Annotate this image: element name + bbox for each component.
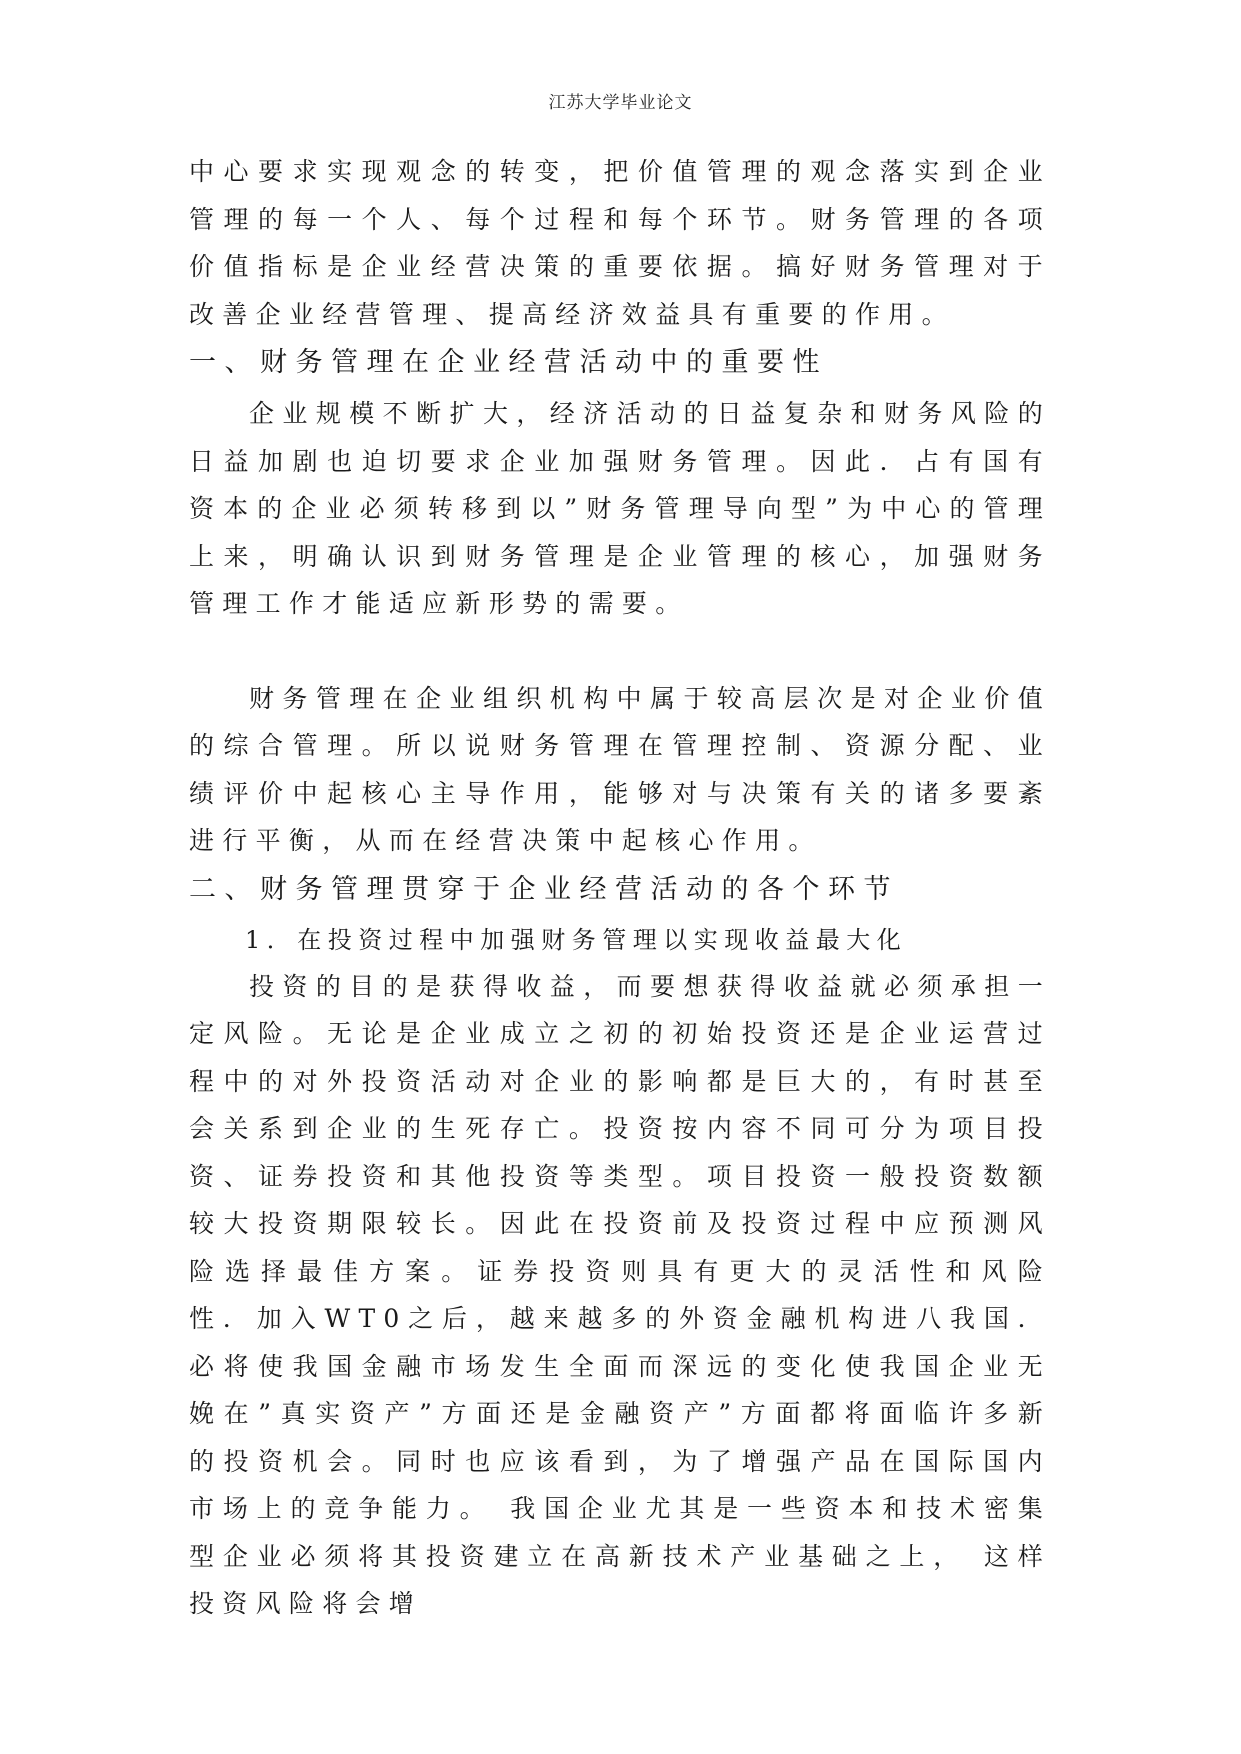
paragraph-3: 财务管理在企业组织机构中属于较高层次是对企业价值的综合管理。所以说财务管理在管理控制、资源分配、业绩评价中起核心主导作用，能够对与决策有关的诸多要紊进行平衡，从而在经营决策中起核心作用。 bbox=[189, 683, 1051, 855]
section-heading-2: 二、财务管理贯穿于企业经营活动的各个环节 bbox=[189, 873, 899, 905]
paragraph-1: 中心要求实现观念的转变，把价值管理的观念落实到企业管理的每一个人、每个过程和每个环节。财务管理的各项价值指标是企业经营决策的重要依据。搞好财务管理对于改善企业经营管理、提高经济效益具有重要的作用。 bbox=[189, 157, 1051, 329]
paragraph-2: 企业规模不断扩大，经济活动的日益复杂和财务风险的日益加剧也迫切要求企业加强财务管理。因此．占有国有资本的企业必须转移到以”财务管理导向型”为中心的管理上来，明确认识到财务管理是企业管理的核心，加强财务管理工作才能适应新形势的需要。 bbox=[189, 399, 1051, 618]
page-body bbox=[189, 148, 1051, 1628]
paragraph-gap bbox=[189, 628, 1051, 675]
section-heading-1: 一、财务管理在企业经营活动中的重要性 bbox=[189, 347, 828, 378]
paragraph-4: 投资的目的是获得收益，而要想获得收益就必须承担一定风险。无论是企业成立之初的初始投资还是企业运营过程中的对外投资活动对企业的影响都是巨大的，有时甚至会关系到企业的生死存亡。投资按内容不同可分为项目投资、证券投资和其他投资等类型。项目投资一般投资数额较大投资期限较长。因此在投资前及投资过程中应预测风险选择最佳方案。证券投资则具有更大的灵活性和风险性．加入WT0之后，越来越多的外资金融机构进八我国．必将使我国金融市场发生全面而深远的变化使我国企业无娩在”真实资产”方面还是金融资产”方面都将面临许多新的投资机会。同时也应该看到，为了增强产品在国际国内市场上的竞争能力。 我国企业尤其是一些资本和技术密集型企业必须将其投资建立在高新技术产业基础之上， 这样投资风险将会增 bbox=[189, 971, 1051, 1618]
numbered-subheading-1: 1．在投资过程中加强财务管理以实现收益最大化 bbox=[245, 925, 908, 954]
running-header: 江苏大学毕业论文 bbox=[548, 93, 693, 113]
